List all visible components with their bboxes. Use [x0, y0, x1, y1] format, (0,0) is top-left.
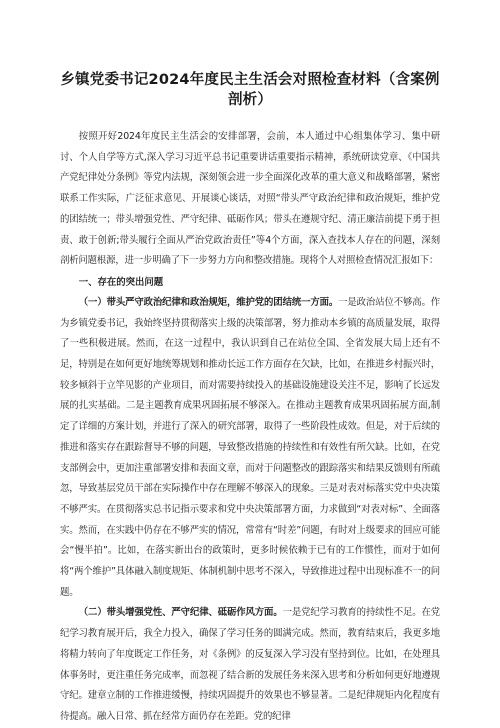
subsection-2-heading: （二）带头增强党性、严守纪律、砥砺作风方面。 [78, 607, 283, 619]
document-title: 乡镇党委书记2024年度民主生活会对照检查材料（含案例剖析） [60, 72, 440, 108]
section-heading: 一、存在的突出问题 [78, 276, 164, 288]
intro-paragraph: 按照开好2024年度民主生活会的安排部署，会前，本人通过中心组集体学习、集中研讨、个人自学等方式,深入学习习近平总书记重要讲话重要指示精神，系统研读党章、《中国共产党纪律处分条例》等党内法规，深刻领会进一步全面深化改革的重大意义和战略部署，紧密联系工作实际，广泛征求意见、开展谈心谈话，对照“带头严守政治纪律和政治规矩，维护党的团结统一；带头增强党性、严守纪律、砥砺作风；带头在遵规守纪、清正廉洁前提下勇于担责、敢于创新;带头履行全面从严治党政治责任”等4个方面，深入查找本人存在的问题，深刻剖析问题根源，进一步明确了下一步努力方向和整改措施。现将个人对照检查情况汇报如下： [60, 131, 440, 267]
subsection-2-paragraph [60, 603, 440, 727]
document-page [60, 70, 440, 728]
subsection-1-heading: （一）带头严守政治纪律和政治规矩，维护党的团结统一方面。 [78, 296, 339, 308]
subsection-1-body: 一是政治站位不够高。作为乡镇党委书记，我始终坚持贯彻落实上级的决策部署，努力推动本乡镇的高质量发展，取得了一些积极进展。然而，在这一过程中，我认识到自己在站位全国、全省发展大局上还有不足，特别是在如何更好地统筹规划和推动长远工作方面存在欠缺，比如，在推进乡村振兴时，较多倾斜于立竿见影的产业项目，而对需要持续投入的基础设施建设关注不足，影响了长远发展的扎实基础。二是主题教育成果巩固拓展不够深入。在推动主题教育成果巩固拓展方面,制定了详细的方案计划，并进行了深入的研究部署，取得了一些阶段性成效。但是，对于后续的推进和落实存在跟踪督导不够的问题，导致整改措施的持续性和有效性有所欠缺。比如，在党支部例会中，更加注重部署安排和表面文章，而对于问题整改的跟踪落实和结果反馈则有所疏忽，导致基层党员干部在实际操作中存在理解不够深入的现象。三是对表对标落实党中央决策不够严实。在贯彻落实总书记指示要求和党中央决策部署方面，力求做到“对表对标”、全面落实。然而，在实践中仍存在不够严实的情况，常常有“时差”问题，有时对上级要求的回应可能会“慢半拍”。比如，在落实新出台的政策时，更多时候依赖于已有的工作惯性，而对于如何将“两个维护”具体融入制度规矩、体制机制中思考不深入，导致推进过程中出现标准不一的问题。 [60, 296, 440, 598]
subsection-2-body: 一是党纪学习教育的持续性不足。在党纪学习教育展开后，我全力投入，确保了学习任务的圆满完成。然而，教育结束后，我更多地将精力转向了年度既定工作任务，对《条例》的反复深入学习没有坚持到位。比如，在处理具体事务时，更注重任务完成率，而忽视了结合新的发展任务来深入思考和分析如何更好地遵规守纪。建章立制的工作推进缓慢，持续巩固提升的效果也不够显著。二是纪律规矩内化程度有待提高。融入日常、抓在经常方面仍存在差距。党的纪律 [60, 607, 441, 722]
subsection-1-paragraph [60, 293, 440, 604]
